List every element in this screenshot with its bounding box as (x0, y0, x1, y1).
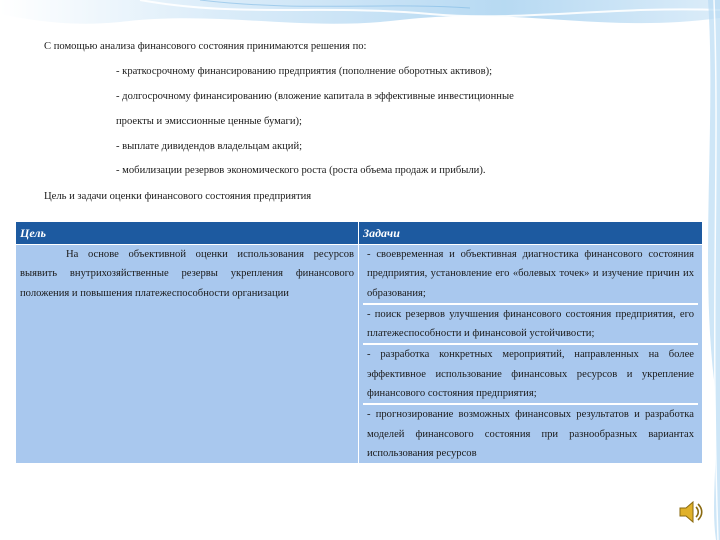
tasks-cell (359, 245, 703, 464)
bullet-item: - долгосрочному финансированию (вложение капитала в эффективные инвестиционные (116, 91, 514, 102)
task-item: - поиск резервов улучшения финансового состояния предприятия, его платежеспособности и финансовой устойчивости; (363, 305, 698, 346)
header-tasks: Задачи (359, 222, 703, 245)
sound-speaker-icon[interactable] (678, 500, 704, 524)
header-goal: Цель (16, 222, 359, 245)
task-item: - своевременная и объективная диагностика финансового состояния предприятия, установление его «болевых точек» и изучение причин их образования; (363, 245, 698, 305)
bullet-item-continuation: проекты и эмиссионные ценные бумаги); (116, 116, 302, 127)
table-row (16, 245, 703, 464)
task-item: - разработка конкретных мероприятий, направленных на более эффективное использование финансовых ресурсов и укрепление финансового состояния предприятия; (363, 345, 698, 405)
goal-cell: На основе объективной оценки использования ресурсов выявить внутрихозяйственные резервы укрепления финансового положения и повышения платежеспособности организации (16, 245, 359, 464)
table-title: Цель и задачи оценки финансового состояния предприятия (44, 191, 312, 202)
task-item: - прогнозирование возможных финансовых результатов и разработка моделей финансового состояния при разнообразных вариантах использования ресурсов (367, 409, 694, 459)
table-header-row (16, 222, 703, 245)
intro-text: С помощью анализа финансового состояния принимаются решения по: (44, 41, 367, 52)
bullet-item: - выплате дивидендов владельцам акций; (116, 141, 303, 152)
goals-tasks-table (15, 221, 703, 464)
bullet-item: - мобилизации резервов экономического роста (роста объема продаж и прибыли). (116, 165, 486, 176)
bullet-item: - краткосрочному финансированию предприятия (пополнение оборотных активов); (116, 66, 493, 77)
